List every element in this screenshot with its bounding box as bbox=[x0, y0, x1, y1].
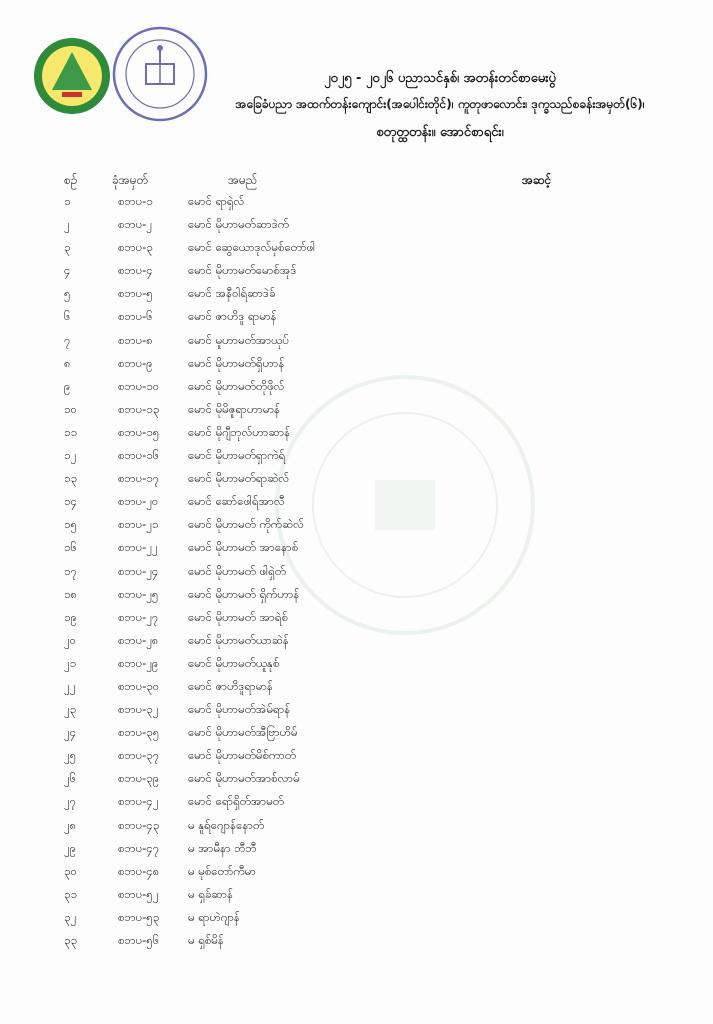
roll-number: စဘပ-၅ bbox=[118, 286, 153, 301]
student-name: မောင် ရာရှဲလ် bbox=[188, 194, 245, 208]
table-row bbox=[0, 213, 713, 236]
roll-number: စဘပ-၁၆ bbox=[118, 448, 160, 463]
table-row bbox=[0, 606, 713, 629]
education-seal-icon bbox=[110, 24, 210, 124]
roll-number: စဘပ-၅၂ bbox=[118, 886, 159, 901]
student-name: မောင် မူဟာမတ်အာယုပ် bbox=[188, 332, 289, 347]
table-row bbox=[0, 282, 713, 305]
student-name: မ ရာဟဲဂျာန် bbox=[188, 909, 240, 924]
table-row bbox=[0, 352, 713, 375]
student-name: မောင် မိုဟာမတ် ဖါရှဲတ် bbox=[188, 563, 286, 578]
row-number: ၂၂ bbox=[64, 678, 76, 693]
table-row bbox=[0, 421, 713, 444]
student-name: မောင် မိုဟာမတ်ရှာကဲရ် bbox=[188, 448, 286, 463]
column-header-grade: အဆင့် bbox=[522, 173, 552, 187]
student-name: မောင် မိုဟာမတ်ရှိဟာန် bbox=[188, 355, 285, 370]
roll-number: စဘပ-၂၄ bbox=[118, 563, 159, 578]
row-number: ၁၄ bbox=[64, 494, 77, 509]
title-line-3: စတုတ္ထတန်း။ အောင်စာရင်း၊ bbox=[376, 125, 504, 140]
table-row bbox=[0, 536, 713, 559]
student-name: မောင် မိုဂျီဘုလ်ဟာဆာန် bbox=[188, 424, 291, 439]
row-number: ၃၁ bbox=[64, 886, 77, 901]
table-row bbox=[0, 513, 713, 536]
table-row bbox=[0, 305, 713, 328]
column-header-no: စဉ် bbox=[64, 173, 78, 187]
row-number: ၄ bbox=[64, 263, 71, 278]
table-row bbox=[0, 375, 713, 398]
row-number: ၂၀ bbox=[64, 632, 77, 647]
roll-number: စဘပ-၄ bbox=[118, 263, 153, 278]
student-name: မောင် ဆွေယောဒုလ်မှစ်တော်ဖါ bbox=[188, 240, 316, 255]
student-name: မောင် မိုဟာမတ်ဆာဒဲက် bbox=[188, 217, 289, 232]
roll-number: စဘပ-၁၃ bbox=[118, 401, 160, 416]
table-row bbox=[0, 652, 713, 675]
row-number: ၈ bbox=[64, 355, 71, 370]
row-number: ၁၇ bbox=[64, 563, 77, 578]
table-row bbox=[0, 883, 713, 906]
student-name: မောင် မိုဟာမတ် အာနောစ် bbox=[188, 540, 299, 555]
student-name: မောင် မိုဟာမတ်အီဗြာဟိမ် bbox=[188, 725, 298, 740]
roll-number: စဘပ-၁၅ bbox=[118, 424, 160, 439]
student-name: မောင် မိုဟာမတ်ယူနုစ် bbox=[188, 655, 280, 670]
row-number: ၂၈ bbox=[64, 817, 77, 832]
row-number: ၂၁ bbox=[64, 655, 77, 670]
row-number: ၂၃ bbox=[64, 702, 77, 717]
student-name: မောင် မိုဟာမတ် ရှိက်ဟာန် bbox=[188, 586, 300, 601]
student-name: မောင် မိုဟာမတ်မောစ်အုဒ် bbox=[188, 263, 297, 278]
column-header-name: အမည် bbox=[228, 173, 258, 187]
row-number: ၅ bbox=[64, 286, 71, 301]
roll-number: စဘပ-၃၀ bbox=[118, 678, 160, 693]
roll-number: စဘပ-၂ bbox=[118, 217, 152, 232]
table-row bbox=[0, 860, 713, 883]
table-row bbox=[0, 560, 713, 583]
row-number: ၁၁ bbox=[64, 424, 77, 439]
row-number: ၂၅ bbox=[64, 748, 77, 763]
row-number: ၂၄ bbox=[64, 725, 77, 740]
row-number: ၃ bbox=[64, 240, 71, 255]
row-number: ၁၆ bbox=[64, 540, 77, 555]
table-row bbox=[0, 790, 713, 813]
student-name: မောင် ရော်ရှိတ်အာမတ် bbox=[188, 794, 285, 809]
roll-number: စဘပ-၄၃ bbox=[118, 817, 160, 832]
row-number: ၁၈ bbox=[64, 586, 78, 601]
table-row bbox=[0, 583, 713, 606]
table-row bbox=[0, 675, 713, 698]
student-name: မောင် မိုဟာမတ် ကိုက်ဆဲလ် bbox=[188, 517, 304, 532]
roll-number: စဘပ-၁၇ bbox=[118, 471, 160, 486]
roll-number: စဘပ-၃၇ bbox=[118, 748, 160, 763]
table-row bbox=[0, 259, 713, 282]
student-name: မ ရှခ်ဆာန် bbox=[188, 886, 234, 901]
student-name: မောင် အနီဝါရ်ဆာဒဲခ် bbox=[188, 286, 276, 301]
row-number: ၂၇ bbox=[64, 794, 77, 809]
roll-number: စဘပ-၉ bbox=[118, 355, 153, 370]
row-number: ၉ bbox=[64, 378, 71, 393]
student-name: မောင် မိုဟာမတ် အာရဲစ် bbox=[188, 609, 288, 624]
table-row bbox=[0, 721, 713, 744]
row-number: ၁ bbox=[64, 194, 71, 208]
row-number: ၇ bbox=[64, 332, 71, 347]
roll-number: စဘပ-၂၇ bbox=[118, 609, 159, 624]
student-name: မောင် မိုဟာမတ်မိစ်ကာတ် bbox=[188, 748, 297, 763]
table-row bbox=[0, 190, 713, 213]
row-number: ၂ bbox=[64, 217, 70, 232]
roll-number: စဘပ-၃ bbox=[118, 240, 153, 255]
row-number: ၃၃ bbox=[64, 933, 77, 947]
student-name: မောင် မိုဟာမတ်အဲမ်ရာန် bbox=[188, 702, 291, 717]
roll-number: စဘပ-၈ bbox=[118, 332, 153, 347]
row-number: ၁၃ bbox=[64, 471, 77, 486]
table-row bbox=[0, 444, 713, 467]
roll-number: စဘပ-၃၂ bbox=[118, 702, 159, 717]
table-row bbox=[0, 490, 713, 513]
roll-number: စဘပ-၄၂ bbox=[118, 794, 159, 809]
row-number: ၃၀ bbox=[64, 863, 77, 878]
row-number: ၁၅ bbox=[64, 517, 77, 532]
roll-number: စဘပ-၄၇ bbox=[118, 840, 160, 855]
title-line-2: အခြေခံပညာ အထက်တန်းကျောင်း(အပေါင်းတိုင်)၊ ကူတုဖာလောင်း၊ ဒုက္ခသည်စခန်းအမှတ်(၆)၊ bbox=[235, 97, 645, 111]
row-number: ၂၉ bbox=[64, 840, 77, 855]
row-number: ၁၂ bbox=[64, 448, 77, 463]
school-emblem-icon bbox=[32, 36, 112, 116]
row-number: ၁၉ bbox=[64, 609, 77, 624]
roll-number: စဘပ-၅၃ bbox=[118, 909, 160, 924]
roll-number: စဘပ-၁၀ bbox=[118, 378, 160, 393]
roll-number: စဘပ-၅၆ bbox=[118, 933, 160, 947]
roll-number: စဘပ-၂၂ bbox=[118, 540, 158, 555]
column-header-roll: ခုံအမှတ် bbox=[112, 173, 149, 187]
student-name: မောင် မိုမိဇူရာဟာမာန် bbox=[188, 401, 281, 416]
table-row bbox=[0, 329, 713, 352]
table-row bbox=[0, 698, 713, 721]
table-row bbox=[0, 629, 713, 652]
roll-number: စဘပ-၂၅ bbox=[118, 586, 159, 601]
student-name: မောင် ဆော်ဖေါရ်အာလီ bbox=[188, 494, 285, 509]
roll-number: စဘပ-၆ bbox=[118, 309, 153, 324]
row-number: ၁၀ bbox=[64, 401, 77, 416]
table-row bbox=[0, 767, 713, 790]
roll-number: စဘပ-၂၀ bbox=[118, 494, 159, 509]
table-row bbox=[0, 814, 713, 837]
table-row bbox=[0, 837, 713, 860]
roll-number: စဘပ-၁ bbox=[118, 194, 153, 208]
student-name: မောင် မိုဟာမတ်ယာဆဲန် bbox=[188, 632, 289, 647]
student-name: မောင် ဇာဟိဒူ ရာမာန် bbox=[188, 309, 277, 324]
table-row bbox=[0, 744, 713, 767]
roll-number: စဘပ-၂၁ bbox=[118, 517, 159, 532]
row-number: ၂၆ bbox=[64, 771, 77, 786]
table-row bbox=[0, 929, 713, 952]
roll-number: စဘပ-၄၈ bbox=[118, 863, 160, 878]
table-row bbox=[0, 236, 713, 259]
roll-number: စဘပ-၂၉ bbox=[118, 655, 159, 670]
student-name: မ မုစ်တော်ကီမာ bbox=[188, 863, 256, 878]
student-name: မ နူရ်ဂျောန်နောတ် bbox=[188, 817, 265, 832]
table-row bbox=[0, 467, 713, 490]
roll-number: စဘပ-၂၈ bbox=[118, 632, 159, 647]
student-name: မောင် ဇာဟိဒူရာမာန် bbox=[188, 678, 273, 693]
results-list bbox=[0, 190, 713, 952]
student-name: မောင် မိုဟာမတ်ရာဆဲလ် bbox=[188, 471, 290, 486]
student-name: မောင် မိုဟာမတ်အာစ်လာမ် bbox=[188, 771, 300, 786]
table-row bbox=[0, 398, 713, 421]
roll-number: စဘပ-၃၉ bbox=[118, 771, 160, 786]
row-number: ၃၂ bbox=[64, 909, 77, 924]
roll-number: စဘပ-၃၅ bbox=[118, 725, 160, 740]
row-number: ၆ bbox=[64, 309, 71, 324]
student-name: မ ရှစ်မိန် bbox=[188, 933, 224, 947]
title-line-1: ၂၀၂၅ - ၂၀၂၆ ပညာသင်နှစ်၊ အတန်းတင်စာမေးပွဲ bbox=[324, 71, 556, 86]
table-row bbox=[0, 906, 713, 929]
student-name: မ အာမီနာ ဘီဘီ bbox=[188, 840, 257, 855]
student-name: မောင် မိုဟာမတ်တိုဖိုလ် bbox=[188, 378, 285, 393]
